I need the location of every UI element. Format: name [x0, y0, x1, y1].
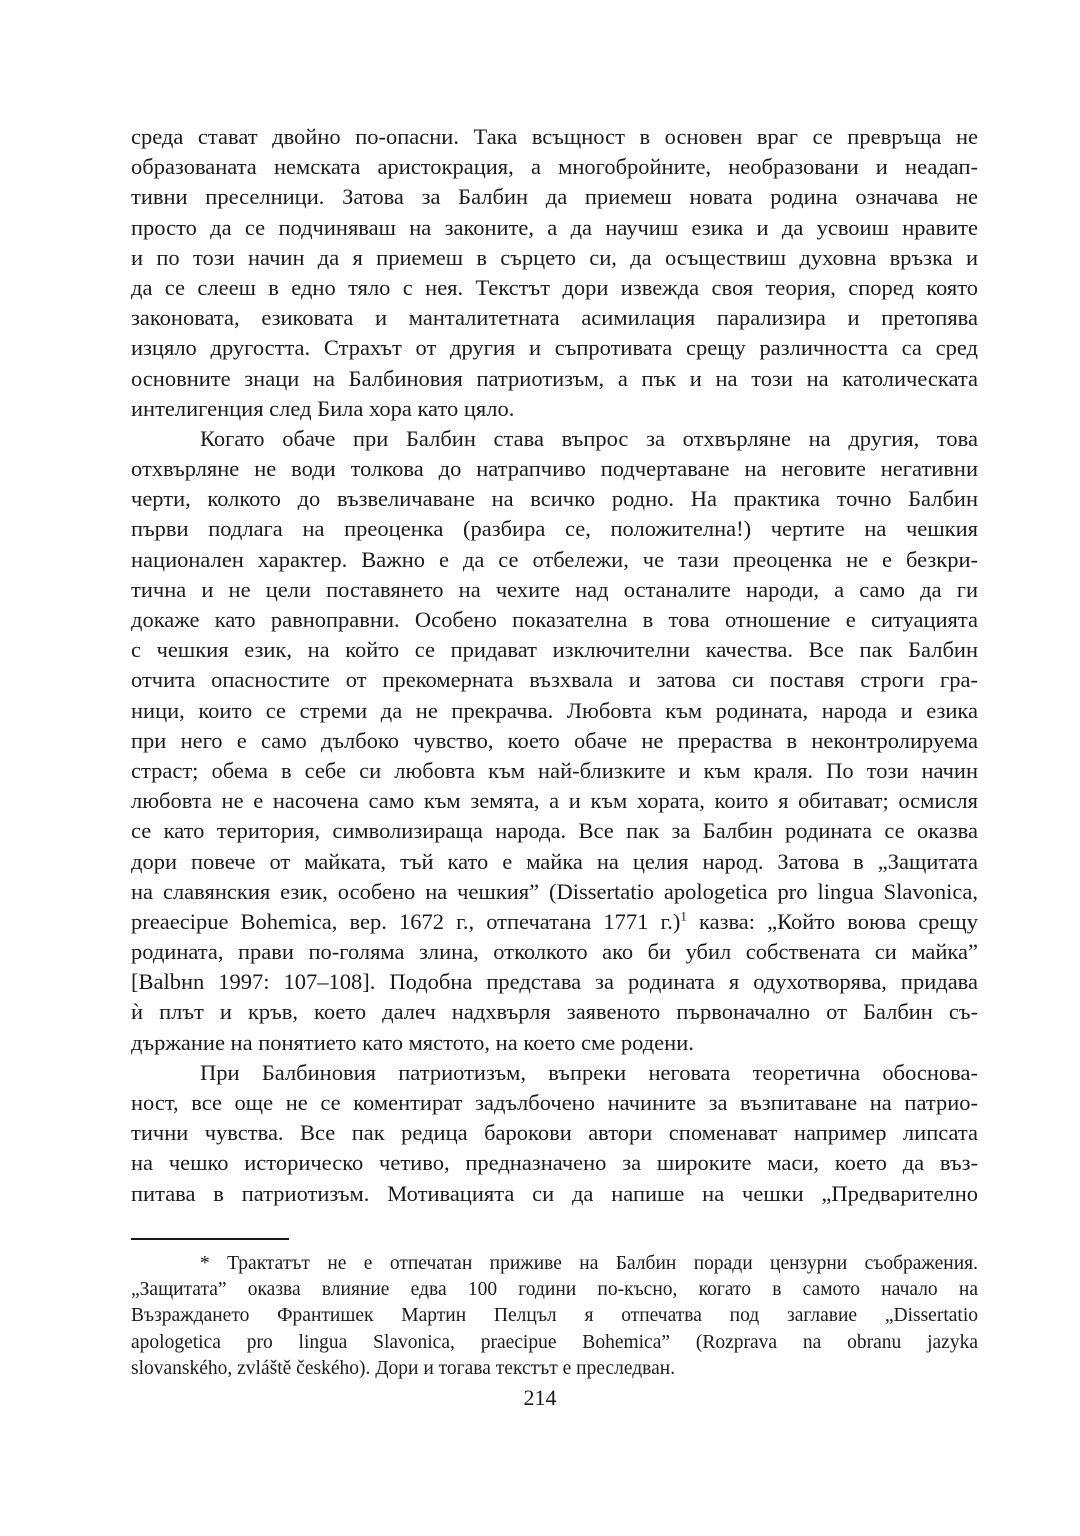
text-line: при него е само дълбоко чувство, което обаче не прераства в неконтролируема	[131, 727, 978, 753]
footnote-line: * Трактатът не е отпечатан приживе на Балбин поради цензурни съображения.	[200, 1253, 978, 1274]
footnote-line: Възраждането Франтишек Мартин Пелцъл я отпечатва под заглавие „Dissertatio	[131, 1305, 978, 1327]
footnote	[131, 1251, 978, 1382]
text-line: ници, които се стреми да не прекрачва. Любовта към родината, народа и езика	[131, 697, 978, 723]
footnote-separator	[131, 1238, 289, 1240]
text-line: интелигенция след Била хора като цяло.	[131, 395, 515, 421]
text-segment: казва: „Който воюва срещу	[686, 908, 978, 934]
text-line: питава в патриотизъм. Мотивацията си да напише на чешки „Предварително	[131, 1180, 978, 1206]
text-line: родината, прави по-голяма злина, отколкото ако би убил собствената си майка”	[131, 939, 978, 965]
text-line: страст; обема в себе си любовта към най-близките и към краля. По този начин	[131, 757, 978, 783]
footnote-line: slovanského, zvláště českého). Дори и тогава текстът е преследван.	[131, 1357, 676, 1379]
text-line: да се слееш в едно тяло с нея. Текстът дори извежда своя теория, според която	[131, 274, 978, 300]
text-line: При Балбиновия патриотизъм, въпреки неговата теоретична обоснова-	[200, 1059, 978, 1085]
page-number: 214	[523, 1385, 557, 1410]
text-line: просто да се подчиняваш на законите, а да научиш езика и да усвоиш нравите	[131, 214, 978, 240]
text-line: дори повече от майката, тъй като е майка на целия народ. Затова в „Защитата	[131, 848, 978, 874]
text-line: ѝ плът и кръв, което далеч надхвърля заявеното първоначално от Балбин съ-	[131, 999, 978, 1025]
text-line: на славянския език, особено на чешкия” (Dissertatio apologetica pro lingua Slavonica,	[131, 878, 978, 904]
text-line: национален характер. Важно е да се отбележи, че тази преоценка не е безкри-	[131, 546, 978, 572]
text-line: отхвърляне не води толкова до натрапчиво подчертаване на неговите негативни	[131, 456, 978, 482]
text-line: докаже като равноправни. Особено показателна в това отношение е ситуацията	[131, 607, 978, 632]
text-segment: preaecipue Bohemica, вер. 1672 г., отпечатана 1771 г.)	[131, 908, 681, 934]
text-line: изцяло другостта. Страхът от другия и съпротивата срещу различността са сред	[131, 335, 978, 361]
text-line: на чешко историческо четиво, предназначено за широките маси, което да въз-	[131, 1150, 978, 1176]
text-line: се като територия, символизираща народа. Все пак за Балбин родината се оказва	[131, 818, 978, 844]
text-line: Когато обаче при Балбин става въпрос за отхвърляне на другия, това	[200, 425, 978, 451]
text-line: и по този начин да я приемеш в сърцето си, да осъществиш духовна връзка и	[131, 244, 978, 270]
text-line: първи подлага на преоценка (разбира се, положителна!) чертите на чешкия	[131, 516, 978, 542]
text-line: тични чувства. Все пак редица барокови автори споменават например липсата	[131, 1120, 978, 1146]
text-line: [Balbнn 1997: 107–108]. Подобна представа за родината я одухотворява, придава	[131, 969, 978, 995]
text-line: държание на понятието като мястото, на което сме родени.	[131, 1029, 694, 1055]
text-line: образованата немската аристокрация, а многобройните, необразовани и неадап-	[131, 154, 978, 180]
text-line: законовата, езиковата и манталитетната асимилация парализира и претопява	[131, 305, 978, 331]
text-line: черти, колкото до възвеличаване на всичко родно. На практика точно Балбин	[131, 486, 978, 512]
text-line: ност, все още не се коментират задълбочено начините за възпитаване на патрио-	[131, 1090, 978, 1115]
text-line: тична и не цели поставянето на чехите над останалите народи, а само да ги	[131, 576, 978, 602]
text-line: отчита опасностите от прекомерната възхвала и затова си поставя строги гра-	[131, 667, 978, 693]
main-text	[131, 122, 978, 1209]
text-line: тивни преселници. Затова за Балбин да приемеш новата родина означава не	[131, 184, 978, 210]
footnote-marker: 1	[680, 908, 687, 924]
text-line: с чешкия език, на който се придават изключителни качества. Все пак Балбин	[131, 637, 978, 663]
text-line: основните знаци на Балбиновия патриотизъм, а пък и на този на католическата	[131, 365, 978, 391]
footnote-line: „Защитата” оказва влияние едва 100 години по-късно, когато в самото начало на	[131, 1279, 978, 1301]
text-line-with-footnote	[131, 907, 978, 937]
text-line: любовта не е насочена само към земята, а и към хората, които я обитават; осмисля	[131, 788, 978, 814]
text-line: среда стават двойно по-опасни. Така всъщност в основен враг се превръща не	[131, 124, 978, 149]
footnote-line: apologetica pro lingua Slavonica, praecipue Bohemica” (Rozprava na obranu jazyka	[131, 1331, 978, 1353]
